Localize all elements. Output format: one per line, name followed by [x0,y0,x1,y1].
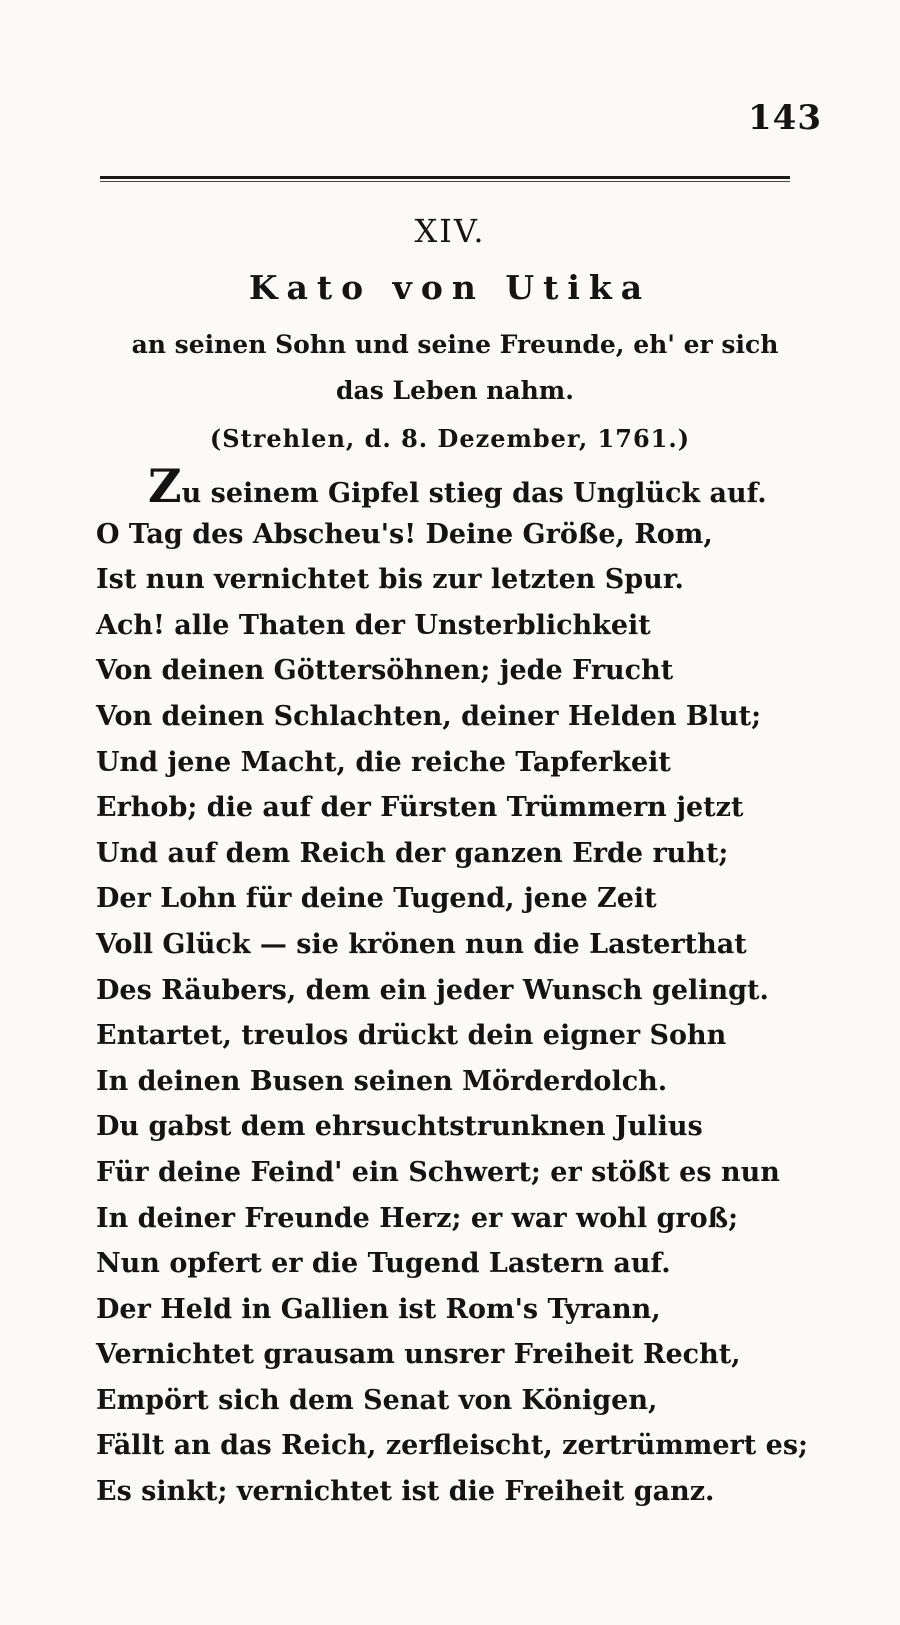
page-number: 143 [748,98,822,138]
poem-line: Empört sich dem Senat von Königen, [96,1384,658,1416]
poem-line: Ist nun vernichtet bis zur letzten Spur. [96,564,684,596]
poem-line: O Tag des Abscheu's! Deine Größe, Rom, [96,518,713,550]
header-rule [100,176,790,179]
poem-dateline: (Strehlen, d. 8. Dezember, 1761.) [209,424,691,453]
poem-line: Für deine Feind' ein Schwert; er stößt es nun [96,1156,780,1188]
poem-line: Voll Glück — sie krönen nun die Lasterthat [96,928,747,960]
poem-line: Der Held in Gallien ist Rom's Tyrann, [96,1293,661,1325]
poem-line: Du gabst dem ehrsuchtstrunknen Julius [96,1111,703,1143]
poem-line: Der Lohn für deine Tugend, jene Zeit [96,883,657,915]
drop-cap: Z [148,459,182,513]
poem-line: Ach! alle Thaten der Unsterblichkeit [96,609,651,641]
poem-line-first [96,459,816,513]
poem-line-first-text: u seinem Gipfel stieg das Unglück auf. [181,478,767,509]
poem-line: Vernichtet grausam unsrer Freiheit Recht, [96,1339,741,1371]
poem-line: Entartet, treulos drückt dein eigner Sohn [96,1020,727,1052]
poem-body [96,459,816,1515]
poem-line: Erhob; die auf der Fürsten Trümmern jetzt [96,792,744,824]
poem-number: XIV. [414,212,486,250]
poem-line: Nun opfert er die Tugend Lastern auf. [96,1248,671,1280]
poem-line: Und jene Macht, die reiche Tapferkeit [96,746,671,778]
poem-line: Von deinen Göttersöhnen; jede Frucht [96,655,674,687]
poem-line: Von deinen Schlachten, deiner Helden Blut; [96,700,762,732]
poem-line: Des Räubers, dem ein jeder Wunsch gelingt. [96,974,769,1006]
poem-subtitle: an seinen Sohn und seine Freunde, eh' er sich das Leben nahm. [131,330,779,405]
poem-line: Und auf dem Reich der ganzen Erde ruht; [96,837,729,869]
header-rule-thin [100,181,790,182]
poem-line: In deinen Busen seinen Mörderdolch. [96,1065,668,1097]
poem-line: In deiner Freunde Herz; er war wohl groß; [96,1202,739,1234]
poem-title: Kato von Utika [248,268,652,307]
poem-line: Es sinkt; vernichtet ist die Freiheit ganz. [96,1476,715,1508]
poem-line: Fällt an das Reich, zerfleischt, zertrümmert es; [96,1430,808,1462]
